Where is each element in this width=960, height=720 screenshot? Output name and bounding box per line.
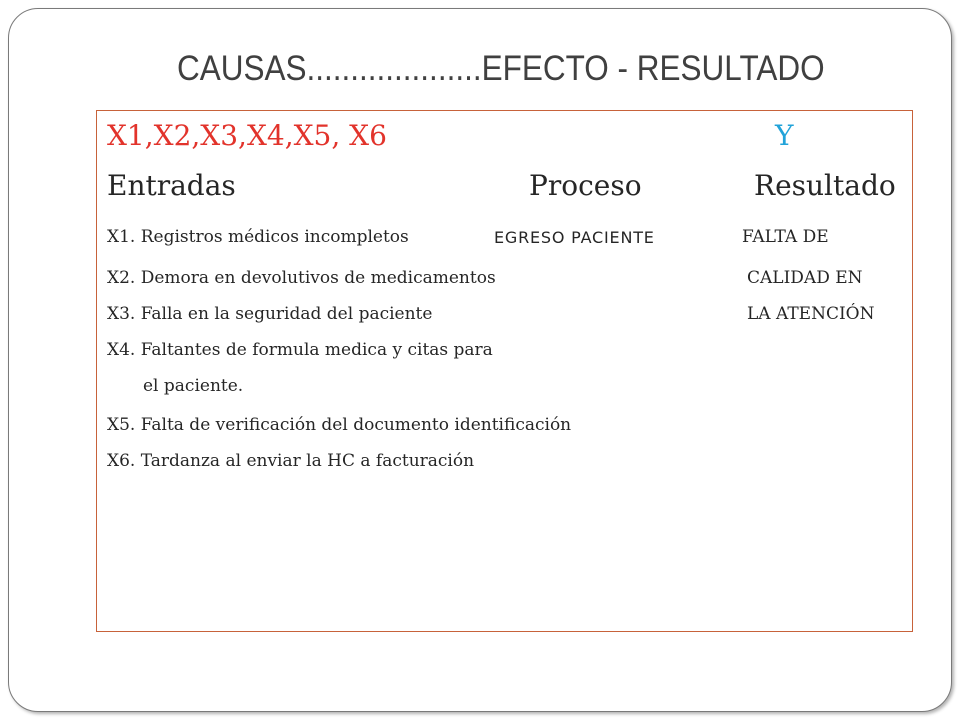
header-process: Proceso bbox=[529, 169, 642, 202]
cause-item: X1. Registros médicos incompletos bbox=[107, 227, 409, 247]
cause-item: X6. Tardanza al enviar la HC a facturación bbox=[107, 451, 475, 471]
content-box bbox=[96, 110, 913, 632]
header-inputs: Entradas bbox=[107, 169, 236, 202]
result-line: FALTA DE bbox=[742, 227, 829, 247]
cause-item: X5. Falta de verificación del documento identificación bbox=[107, 415, 572, 435]
slide-title: CAUSAS....................EFECTO - RESULTADO bbox=[177, 49, 825, 88]
cause-item: X2. Demora en devolutivos de medicamentos bbox=[107, 268, 496, 288]
header-result: Resultado bbox=[754, 169, 896, 202]
process-label: EGRESO PACIENTE bbox=[494, 228, 655, 247]
effect-variable: Y bbox=[775, 119, 794, 152]
cause-item: X3. Falla en la seguridad del paciente bbox=[107, 304, 433, 324]
cause-item: X4. Faltantes de formula medica y citas para bbox=[107, 340, 493, 360]
result-line: LA ATENCIÓN bbox=[747, 304, 875, 324]
result-line: CALIDAD EN bbox=[747, 268, 863, 288]
cause-item-continuation: el paciente. bbox=[143, 376, 244, 396]
causes-variables: X1,X2,X3,X4,X5, X6 bbox=[107, 119, 387, 152]
